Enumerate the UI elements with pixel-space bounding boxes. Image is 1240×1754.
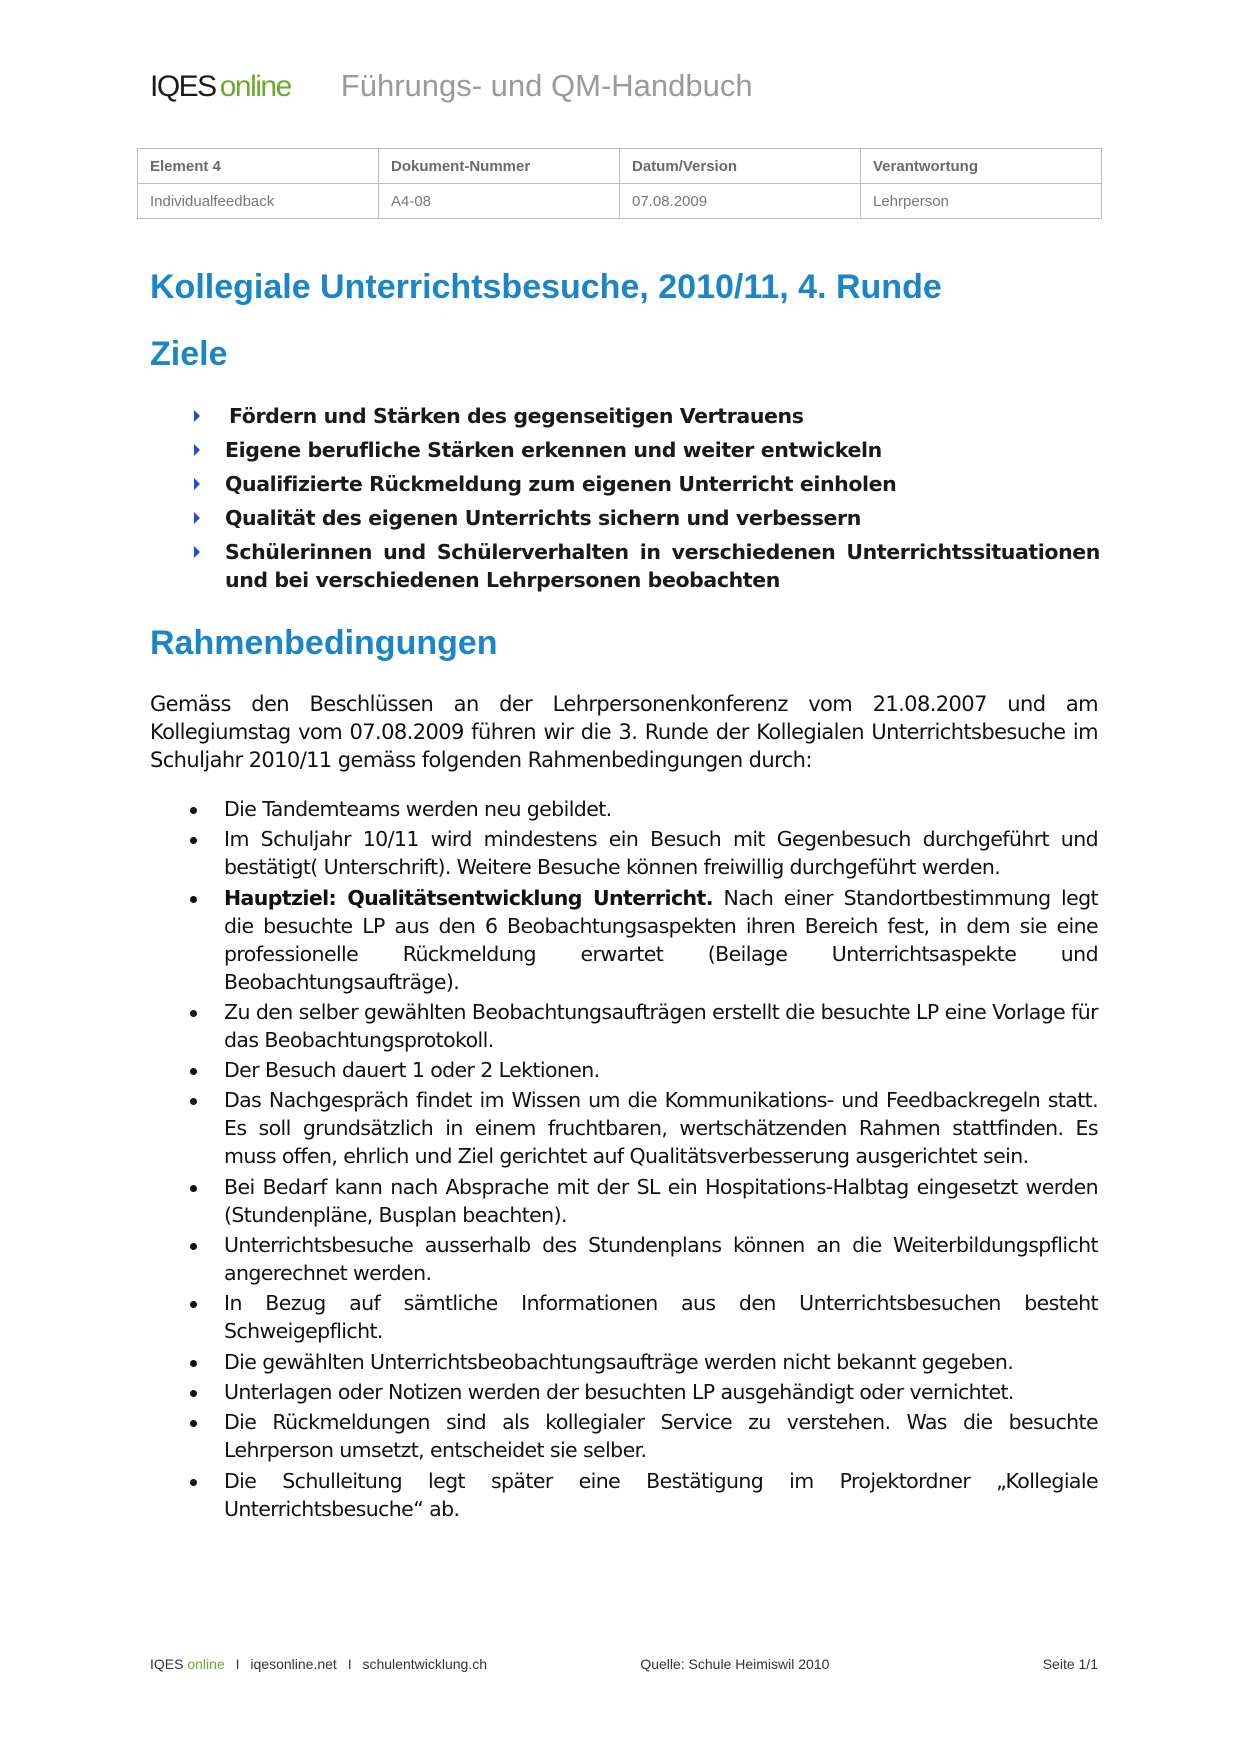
goal-item	[190, 402, 1100, 430]
iqes-logo	[150, 70, 291, 104]
condition-item	[150, 1408, 1098, 1464]
footer-online: online	[187, 1656, 225, 1672]
meta-value-cell: Lehrperson	[861, 184, 1102, 219]
goal-item	[190, 538, 1100, 594]
condition-bold: Hauptziel: Qualitätsentwicklung Unterricht.	[224, 885, 713, 910]
condition-text: Die gewählten Unterrichtsbeobachtungsaufträge werden nicht bekannt gegeben.	[224, 1349, 1014, 1374]
condition-item	[150, 795, 1098, 823]
condition-text: Unterrichtsbesuche ausserhalb des Stundenplans können an die Weiterbildungspflicht angerechnet werden.	[224, 1233, 1098, 1286]
footer-link-iqesonline[interactable]: iqesonline.net	[250, 1656, 337, 1672]
footer-source: Quelle: Schule Heimiswil 2010	[640, 1656, 830, 1672]
arrow-bullet-icon	[194, 410, 200, 422]
condition-text: Zu den selber gewählten Beobachtungsaufträgen erstellt die besuchte LP eine Vorlage für das Beobachtungsprotokoll.	[224, 999, 1098, 1052]
conditions-heading: Rahmenbedingungen	[150, 624, 498, 662]
condition-text: Unterlagen oder Notizen werden der besuchten LP ausgehändigt oder vernichtet.	[224, 1379, 1014, 1404]
arrow-bullet-icon	[194, 478, 200, 490]
logo-iqes-text: IQES	[150, 70, 216, 103]
condition-item	[150, 1086, 1098, 1170]
logo-online-text: online	[219, 70, 291, 103]
footer-link-schulentwicklung[interactable]: schulentwicklung.ch	[362, 1656, 487, 1672]
meta-header-cell: Datum/Version	[620, 149, 861, 184]
footer-separator: I	[347, 1656, 352, 1672]
bullet-dot-icon	[190, 1420, 197, 1427]
condition-item	[150, 998, 1098, 1054]
condition-item	[150, 1231, 1098, 1287]
condition-item	[150, 1378, 1098, 1406]
goal-text: Eigene berufliche Stärken erkennen und weiter entwickeln	[225, 438, 882, 462]
document-title: Kollegiale Unterrichtsbesuche, 2010/11, 4. Runde	[150, 268, 942, 306]
bullet-dot-icon	[190, 1360, 197, 1367]
meta-value-cell: Individualfeedback	[138, 184, 379, 219]
bullet-dot-icon	[190, 1185, 197, 1192]
footer-iqes: IQES	[150, 1656, 184, 1672]
meta-value-cell: A4-08	[379, 184, 620, 219]
footer-separator: I	[235, 1656, 240, 1672]
bullet-dot-icon	[190, 1301, 197, 1308]
goals-list	[190, 402, 1100, 600]
intro-paragraph: Gemäss den Beschlüssen an der Lehrpersonenkonferenz vom 21.08.2007 und am Kollegiumstag vom 07.08.2009 führen wir die 3. Runde der Kollegialen Unterrichtsbesuche im Schuljahr 2010/11 gemäss folgenden Rahmenbedingungen durch:	[150, 692, 1098, 772]
footer-left	[150, 1656, 487, 1672]
handbook-title: Führungs- und QM-Handbuch	[340, 68, 753, 103]
arrow-bullet-icon	[194, 444, 200, 456]
meta-header-cell: Dokument-Nummer	[379, 149, 620, 184]
condition-text: Im Schuljahr 10/11 wird mindestens ein Besuch mit Gegenbesuch durchgeführt und bestätigt( Unterschrift). Weitere Besuche können freiwillig durchgeführt werden.	[224, 827, 1098, 880]
arrow-bullet-icon	[194, 546, 200, 558]
bullet-dot-icon	[190, 1243, 197, 1250]
page-footer	[150, 1656, 1098, 1672]
condition-text: Die Rückmeldungen sind als kollegialer Service zu verstehen. Was die besuchte Lehrperson umsetzt, entscheidet sie selber.	[224, 1410, 1098, 1463]
condition-item	[150, 1056, 1098, 1084]
conditions-list	[150, 795, 1098, 1525]
goal-item	[190, 504, 1100, 532]
condition-item	[150, 884, 1098, 996]
condition-item	[150, 1467, 1098, 1523]
bullet-dot-icon	[190, 1068, 197, 1075]
document-meta-table	[137, 148, 1102, 219]
goal-text: Schülerinnen und Schülerverhalten in verschiedenen Unterrichtssituationen und bei verschiedenen Lehrpersonen beobachten	[225, 540, 1100, 592]
meta-header-row	[138, 149, 1102, 184]
condition-item	[150, 825, 1098, 881]
goals-heading: Ziele	[150, 335, 228, 373]
condition-text: Die Tandemteams werden neu gebildet.	[224, 797, 612, 821]
bullet-dot-icon	[190, 1098, 197, 1105]
condition-text: In Bezug auf sämtliche Informationen aus den Unterrichtsbesuchen besteht Schweigepflicht.	[224, 1291, 1098, 1344]
bullet-dot-icon	[190, 837, 197, 844]
bullet-dot-icon	[190, 807, 197, 814]
arrow-bullet-icon	[194, 512, 200, 524]
goal-item	[190, 436, 1100, 464]
meta-value-cell: 07.08.2009	[620, 184, 861, 219]
footer-page-number: Seite 1/1	[1042, 1656, 1098, 1672]
condition-text: Bei Bedarf kann nach Absprache mit der SL ein Hospitations-Halbtag eingesetzt werden (Stundenpläne, Busplan beachten).	[224, 1174, 1098, 1227]
condition-text: Das Nachgespräch findet im Wissen um die Kommunikations- und Feedbackregeln statt. Es soll grundsätzlich in einem fruchtbaren, wertschätzenden Rahmen stattfinden. Es muss offen, ehrlich und Ziel gerichtet auf Qualitätsverbesserung ausgerichtet sein.	[224, 1088, 1098, 1169]
bullet-dot-icon	[190, 1479, 197, 1486]
goal-text: Qualität des eigenen Unterrichts sichern und verbessern	[225, 506, 861, 530]
meta-header-cell: Verantwortung	[861, 149, 1102, 184]
goal-item	[190, 470, 1100, 498]
bullet-dot-icon	[190, 1010, 197, 1017]
condition-item	[150, 1173, 1098, 1229]
condition-text: Nach einer Standortbestimmung legt die besuchte LP aus den 6 Beobachtungsaspekten ihren Bereich fest, in dem sie eine professionelle Rückmeldung erwartet (Beilage Unterrichtsaspekte und Beobachtungsaufträge).	[224, 885, 1098, 994]
goal-text: Qualifizierte Rückmeldung zum eigenen Unterricht einholen	[225, 472, 897, 496]
condition-item	[150, 1289, 1098, 1345]
meta-header-cell: Element 4	[138, 149, 379, 184]
condition-text: Der Besuch dauert 1 oder 2 Lektionen.	[224, 1058, 600, 1083]
condition-item	[150, 1348, 1098, 1376]
meta-value-row	[138, 184, 1102, 219]
page-header	[150, 68, 753, 104]
goal-text: Fördern und Stärken des gegenseitigen Vertrauens	[229, 404, 804, 428]
bullet-dot-icon	[190, 1390, 197, 1397]
condition-text: Die Schulleitung legt später eine Bestätigung im Projektordner „Kollegiale Unterrichtsbesuche“ ab.	[224, 1468, 1098, 1521]
bullet-dot-icon	[190, 896, 197, 903]
